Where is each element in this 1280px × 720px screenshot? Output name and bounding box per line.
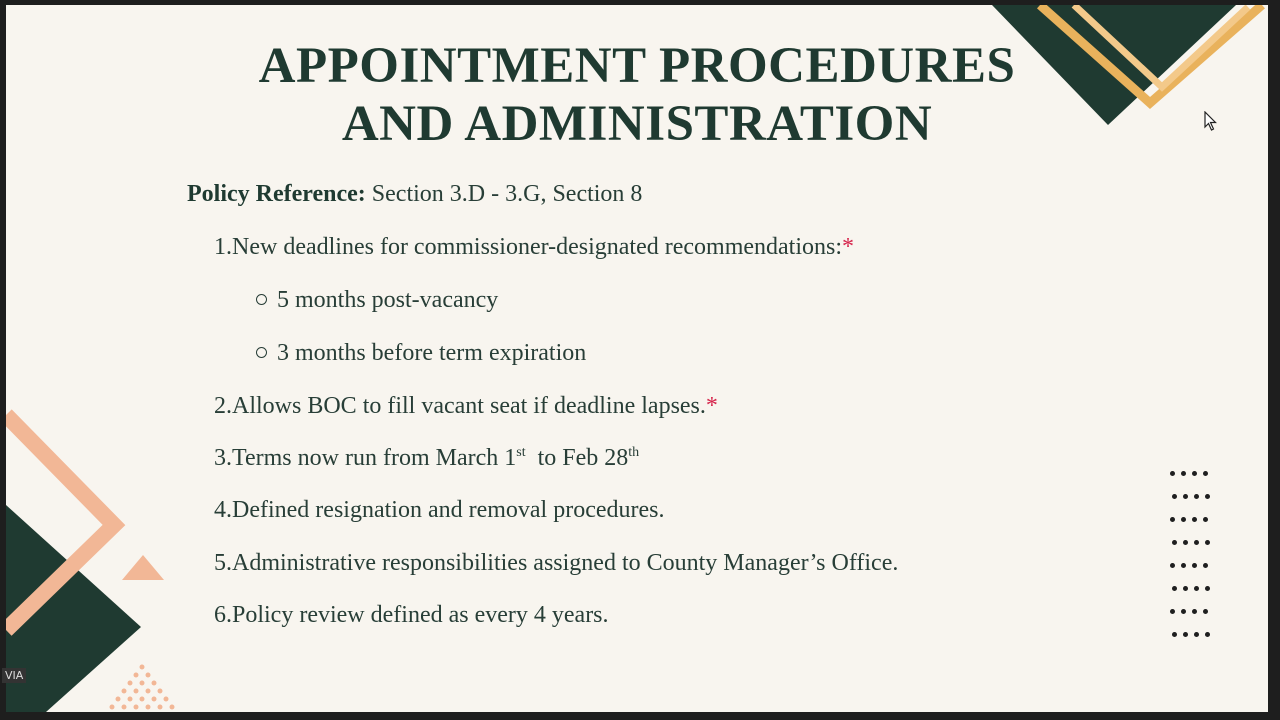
mouse-cursor-icon [1204, 111, 1218, 131]
list-item-text: Administrative responsibilities assigned to County Manager’s Office. [232, 550, 899, 576]
decor-dot [1170, 609, 1175, 614]
decor-dot [1192, 517, 1197, 522]
list-item-4 [208, 497, 665, 524]
sub-item-text: 5 months post-vacancy [277, 287, 499, 313]
decor-dot [1194, 586, 1199, 591]
decor-dot [1194, 494, 1199, 499]
decor-dot [1183, 632, 1188, 637]
decor-dot [1170, 517, 1175, 522]
decor-dot [1170, 563, 1175, 568]
policy-reference [187, 181, 642, 208]
list-item-text-a: Terms now run from March 1 [232, 445, 517, 471]
sub-item-1 [256, 287, 498, 314]
decor-dot [1181, 517, 1186, 522]
decor-dot [1205, 540, 1210, 545]
decor-dot [1203, 609, 1208, 614]
list-item-number: 3. [214, 445, 232, 471]
decor-dot [1192, 609, 1197, 614]
hollow-bullet-icon [256, 294, 267, 305]
superscript-th: th [628, 445, 640, 460]
title-line-1: APPOINTMENT PROCEDURES [258, 38, 1016, 94]
decor-dot [1183, 586, 1188, 591]
decor-dot [1172, 586, 1177, 591]
list-item-text: Policy review defined as every 4 years. [232, 602, 609, 628]
decor-dot [1183, 540, 1188, 545]
decor-dot [1192, 471, 1197, 476]
superscript-st: st [516, 445, 526, 460]
list-item-3 [208, 445, 639, 472]
list-item-number: 4. [214, 497, 232, 523]
list-item-1 [208, 234, 854, 261]
list-item-number: 5. [214, 550, 232, 576]
via-badge: VIA [2, 668, 26, 683]
list-item-text-b: to Feb 28 [525, 445, 629, 471]
list-item-text: Allows BOC to fill vacant seat if deadline lapses. [232, 393, 706, 419]
list-item-number: 1. [214, 234, 232, 260]
list-item-5 [208, 550, 898, 577]
policy-reference-label: Policy Reference: [187, 181, 366, 207]
list-item-6 [208, 602, 609, 629]
asterisk-marker: * [705, 393, 718, 419]
title-line-2: AND ADMINISTRATION [341, 96, 933, 152]
decor-dot [1203, 517, 1208, 522]
decor-dot [1203, 471, 1208, 476]
decor-dot [1205, 632, 1210, 637]
decor-dot [1205, 586, 1210, 591]
decor-dot [1181, 609, 1186, 614]
slide-title [6, 37, 1268, 153]
list-item-2 [208, 393, 718, 420]
list-item-text: Defined resignation and removal procedures. [232, 497, 665, 523]
asterisk-marker: * [842, 234, 855, 260]
decor-dot [1172, 540, 1177, 545]
policy-reference-value: Section 3.D - 3.G, Section 8 [371, 181, 643, 207]
sub-item-2 [256, 340, 586, 367]
decor-dot [1181, 471, 1186, 476]
decor-dot [1194, 540, 1199, 545]
list-item-number: 2. [214, 393, 232, 419]
slide-canvas [6, 5, 1268, 712]
hollow-bullet-icon [256, 347, 267, 358]
decor-dot [1192, 563, 1197, 568]
decor-dot [1203, 563, 1208, 568]
sub-item-text: 3 months before term expiration [277, 340, 587, 366]
decor-dot [1194, 632, 1199, 637]
corner-decoration-bottom-left [6, 405, 206, 712]
decor-dot [1181, 563, 1186, 568]
list-item-number: 6. [214, 602, 232, 628]
decor-dot [1170, 471, 1175, 476]
decor-dot [1172, 494, 1177, 499]
decor-dot [1183, 494, 1188, 499]
list-item-text: New deadlines for commissioner-designated recommendations: [232, 234, 843, 260]
decor-dot [1205, 494, 1210, 499]
decor-dot [1172, 632, 1177, 637]
